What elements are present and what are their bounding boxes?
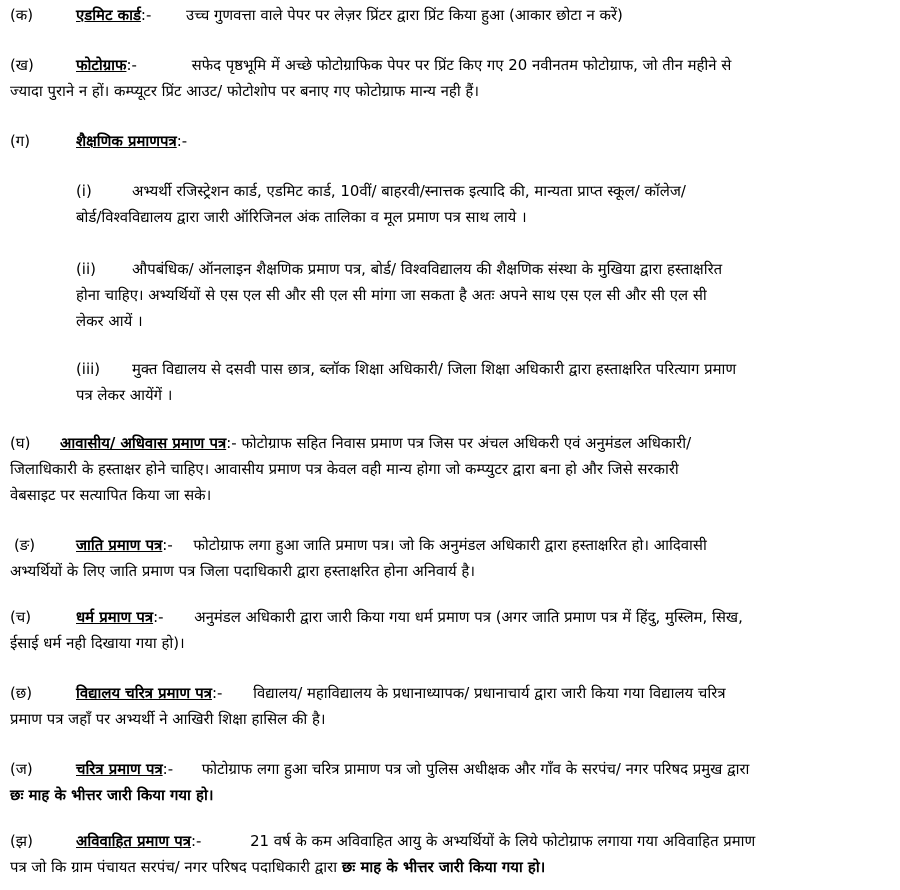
section-marker: (छ) xyxy=(10,684,33,702)
section-character-certificate xyxy=(10,756,882,808)
section-school-character-certificate xyxy=(10,680,882,732)
section-marker: (ज) xyxy=(10,760,33,778)
section-marker: (झ) xyxy=(10,832,33,850)
section-marker: (ख) xyxy=(10,56,34,74)
section-text-bold: छः माह के भीत्तर जारी किया गया हो। xyxy=(10,786,214,804)
subitem-text: औपबंधिक/ ऑनलाइन शैक्षणिक प्रमाण पत्र, बोर्ड/ विश्वविद्यालय की शैक्षणिक संस्था के मुखिया द्वारा हस्ताक्षरित xyxy=(132,260,723,278)
subitem-marker: (i) xyxy=(76,182,92,200)
subitem-text: बोर्ड/विश्वविद्यालय द्वारा जारी ऑरिजिनल अंक तालिका व मूल प्रमाण पत्र साथ लाये । xyxy=(76,208,527,226)
section-marker: (ङ) xyxy=(14,536,36,554)
subitem-iii xyxy=(10,356,882,408)
separator: :- xyxy=(162,760,174,778)
section-title: चरित्र प्रमाण पत्र xyxy=(76,760,163,778)
separator: :- xyxy=(176,132,188,150)
section-title: एडमिट कार्ड xyxy=(76,6,141,24)
subitem-marker: (ii) xyxy=(76,260,96,278)
separator: :- xyxy=(226,434,237,452)
section-text: सफेद पृष्ठभूमि में अच्छे फोटोग्राफिक पेपर पर प्रिंट किए गए 20 नवीनतम फोटोग्राफ, जो तीन महीने से xyxy=(191,56,732,74)
separator: :- xyxy=(140,6,152,24)
section-text: फोटोग्राफ सहित निवास प्रमाण पत्र जिस पर अंचल अधिकरी एवं अनुमंडल अधिकारी/ xyxy=(241,434,692,452)
section-unmarried-certificate xyxy=(10,828,882,880)
section-title: जाति प्रमाण पत्र xyxy=(76,536,163,554)
subitem-text: पत्र लेकर आयेंगें । xyxy=(76,386,173,404)
separator: :- xyxy=(162,536,173,554)
separator: :- xyxy=(190,832,202,850)
section-educational-certificates xyxy=(10,128,882,154)
section-marker: (क) xyxy=(10,6,34,24)
section-title: अविवाहित प्रमाण पत्र xyxy=(76,832,191,850)
section-text-bold: छः माह के भीत्तर जारी किया गया हो। xyxy=(341,858,546,876)
subitem-text: होना चाहिए। अभ्यर्थियों से एस एल सी और सी एल सी मांगा जा सकता है अतः अपने साथ एस एल सी और सी एल सी xyxy=(76,286,707,304)
section-photograph xyxy=(10,52,882,104)
section-text: उच्च गुणवत्ता वाले पेपर पर लेज़र प्रिंटर द्वारा प्रिंट किया हुआ (आकार छोटा न करें) xyxy=(186,6,623,24)
section-marker: (घ) xyxy=(10,434,31,452)
section-title: विद्यालय चरित्र प्रमाण पत्र xyxy=(76,684,212,702)
section-admit-card xyxy=(10,2,882,28)
section-title: आवासीय/ अधिवास प्रमाण पत्र xyxy=(60,434,227,452)
section-text: जिलाधिकारी के हस्ताक्षर होने चाहिए। आवासीय प्रमाण पत्र केवल वही मान्य होगा जो कम्प्युटर द्वारा बना हो और जिसे सरकारी xyxy=(10,460,679,478)
section-text: प्रमाण पत्र जहाँ पर अभ्यर्थी ने आखिरी शिक्षा हासिल की है। xyxy=(10,710,326,728)
section-text: 21 वर्ष के कम अविवाहित आयु के अभ्यर्थियों के लिये फोटोग्राफ लगाया गया अविवाहित प्रमाण xyxy=(250,832,756,850)
subitem-text: अभ्यर्थी रजिस्ट्रेशन कार्ड, एडमिट कार्ड, 10वीं/ बाहरवी/स्नात्तक इत्यादि की, मान्यता प्राप्त स्कूल/ कॉलेज/ xyxy=(132,182,686,200)
section-residence-certificate xyxy=(10,430,882,508)
section-text: ईसाई धर्म नही दिखाया गया हो)। xyxy=(10,634,185,652)
section-text: अभ्यर्थियों के लिए जाति प्रमाण पत्र जिला पदाधिकारी द्वारा हस्ताक्षरित होना अनिवार्य है। xyxy=(10,562,475,580)
section-caste-certificate xyxy=(10,532,882,584)
section-text: पत्र जो कि ग्राम पंचायत सरपंच/ नगर परिषद पदाधिकारी द्वारा xyxy=(10,858,342,876)
separator: :- xyxy=(211,684,223,702)
subitem-ii xyxy=(10,256,882,334)
section-marker: (ग) xyxy=(10,132,31,150)
section-title: फोटोग्राफ xyxy=(76,56,127,74)
subitem-marker: (iii) xyxy=(76,360,101,378)
separator: :- xyxy=(153,608,164,626)
section-text: ज्यादा पुराने न हों। कम्प्यूटर प्रिंट आउट/ फोटोशोप पर बनाए गए फोटोग्राफ मान्य नही हैं। xyxy=(10,82,479,100)
subitem-i xyxy=(10,178,882,230)
section-text: वेबसाइट पर सत्यापित किया जा सके। xyxy=(10,486,212,504)
section-text: फोटोग्राफ लगा हुआ जाति प्रमाण पत्र। जो कि अनुमंडल अधिकारी द्वारा हस्ताक्षरित हो। आदिवासी xyxy=(193,536,707,554)
section-religion-certificate xyxy=(10,604,882,656)
subitem-text: लेकर आयें । xyxy=(76,312,143,330)
separator: :- xyxy=(126,56,137,74)
subitem-text: मुक्त विद्यालय से दसवी पास छात्र, ब्लॉक शिक्षा अधिकारी/ जिला शिक्षा अधिकारी द्वारा हस्ताक्षरित परित्याग प्रमाण xyxy=(132,360,737,378)
section-text: अनुमंडल अधिकारी द्वारा जारी किया गया धर्म प्रमाण पत्र (अगर जाति प्रमाण पत्र में हिंदु, मुस्लिम, सिख, xyxy=(194,608,743,626)
section-marker: (च) xyxy=(10,608,32,626)
section-text: फोटोग्राफ लगा हुआ चरित्र प्रामाण पत्र जो पुलिस अधीक्षक और गाँव के सरपंच/ नगर परिषद प्रमुख द्वारा xyxy=(201,760,750,778)
section-title: शैक्षणिक प्रमाणपत्र xyxy=(76,132,177,150)
section-title: धर्म प्रमाण पत्र xyxy=(76,608,154,626)
section-text: विद्यालय/ महाविद्यालय के प्रधानाध्यापक/ प्रधानाचार्य द्वारा जारी किया गया विद्यालय चरित्र xyxy=(253,684,726,702)
